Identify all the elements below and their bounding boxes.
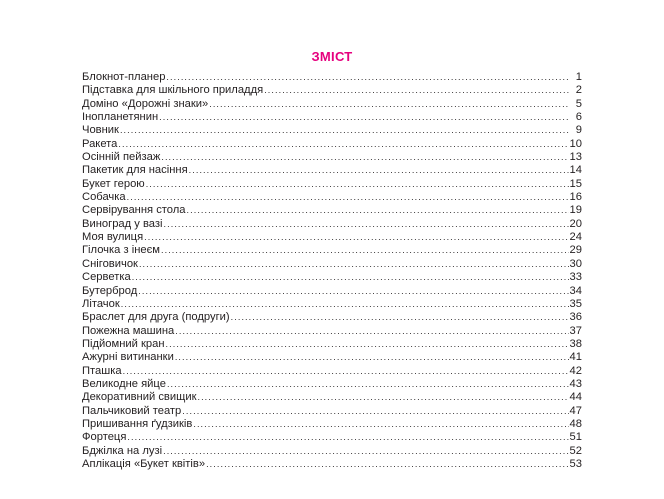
toc-entry-leader: [206, 458, 568, 471]
toc-entry-title: Літачок: [82, 297, 120, 310]
toc-entry: [82, 351, 582, 364]
toc-entry-page-number: 29: [569, 244, 582, 257]
toc-entry-title: Браслет для друга (подруги): [82, 311, 230, 324]
toc-entry-page-number: 33: [569, 271, 582, 284]
toc-entry-title: Великодне яйце: [82, 377, 166, 390]
toc-entry-page-number: 5: [575, 97, 582, 110]
toc-entry-leader: [138, 285, 568, 298]
toc-entry: [82, 338, 582, 351]
toc-entry-leader: [118, 138, 568, 151]
toc-entry: [82, 138, 582, 151]
toc-entry-leader: [193, 418, 568, 431]
toc-entry-page-number: 2: [575, 84, 582, 97]
toc-entry: [82, 431, 582, 444]
toc-entry-page-number: 35: [569, 297, 582, 310]
toc-entry-title: Пожежна машина: [82, 324, 175, 337]
toc-entry-title: Фортеця: [82, 431, 127, 444]
toc-entry-page-number: 42: [569, 364, 582, 377]
toc-entry-title: Підйомний кран: [82, 337, 165, 350]
toc-entry: [82, 445, 582, 458]
toc-entry: [82, 458, 582, 471]
toc-entry-page-number: 16: [569, 191, 582, 204]
toc-entry-page-number: 19: [569, 204, 582, 217]
toc-entry-leader: [120, 124, 569, 137]
toc-entry: [82, 231, 582, 244]
toc-entry-leader: [159, 111, 569, 124]
toc-entry-page-number: 15: [569, 177, 582, 190]
toc-entry-title: Осінній пейзаж: [82, 151, 161, 164]
toc-entry-page-number: 36: [569, 311, 582, 324]
toc-entry-title: Ракета: [82, 137, 118, 150]
toc-entry-title: Бджілка на лузі: [82, 444, 163, 457]
toc-entry-title: Блокнот-планер: [82, 71, 166, 83]
toc-entry-title: Моя вулиця: [82, 231, 144, 244]
toc-entry: [82, 111, 582, 124]
toc-entry-leader: [166, 71, 569, 84]
toc-entry: [82, 405, 582, 418]
toc-entry-page-number: 37: [569, 324, 582, 337]
toc-entry: [82, 98, 582, 111]
toc-entry: [82, 244, 582, 257]
toc-entry-leader: [146, 178, 569, 191]
toc-entry-title: Ажурні витинанки: [82, 351, 174, 364]
toc-entry-leader: [175, 325, 568, 338]
toc-entry-page-number: 34: [569, 284, 582, 297]
toc-entry-leader: [264, 84, 569, 97]
toc-entry-page-number: 30: [569, 257, 582, 270]
toc-entry-leader: [167, 378, 569, 391]
toc-entry: [82, 311, 582, 324]
toc-entry-title: Сервірування стола: [82, 204, 186, 217]
toc-entry-title: Собачка: [82, 191, 126, 204]
toc-entry: [82, 378, 582, 391]
toc-entry-leader: [182, 405, 568, 418]
toc-entry-page-number: 44: [569, 391, 582, 404]
toc-entry-page-number: 10: [569, 137, 582, 150]
toc-entry-page-number: 6: [575, 111, 582, 124]
toc-entry-leader: [231, 311, 569, 324]
toc-entry-title: Доміно «Дорожні знаки»: [82, 97, 209, 110]
toc-entry: [82, 298, 582, 311]
toc-entry-title: Бутерброд: [82, 284, 138, 297]
toc-entry-title: Аплікація «Букет квітів»: [82, 457, 206, 470]
toc-entry-page-number: 41: [569, 351, 582, 364]
toc-entry: [82, 178, 582, 191]
page-title: ЗМІСТ: [311, 49, 353, 64]
toc-entry-leader: [132, 271, 569, 284]
toc-entry-title: Пакетик для насіння: [82, 164, 188, 177]
toc-entry-leader: [161, 244, 569, 257]
toc-entry-title: Гілочка з інеєм: [82, 244, 160, 257]
toc-entry-leader: [187, 204, 569, 217]
toc-entry-page-number: 43: [569, 377, 582, 390]
toc-entry: [82, 365, 582, 378]
toc-entry: [82, 271, 582, 284]
toc-entry-page-number: 13: [569, 151, 582, 164]
toc-entry: [82, 191, 582, 204]
toc-entry-leader: [197, 391, 568, 404]
toc-entry: [82, 151, 582, 164]
toc-entry-page-number: 47: [569, 404, 582, 417]
toc-entry-title: Підставка для шкільного приладдя: [82, 84, 264, 97]
toc-entry-leader: [139, 258, 569, 271]
toc-entry-page-number: 53: [569, 457, 582, 470]
toc-entry-title: Сніговичок: [82, 257, 138, 270]
toc-entry: [82, 285, 582, 298]
toc-entry-title: Пальчиковий театр: [82, 404, 182, 417]
toc-entry-page-number: 24: [569, 231, 582, 244]
toc-entry: [82, 84, 582, 97]
toc-entry-leader: [121, 298, 569, 311]
toc-entry: [82, 391, 582, 404]
toc-entry-page-number: 51: [569, 431, 582, 444]
toc-entry-leader: [161, 151, 568, 164]
toc-entry-title: Човник: [82, 124, 119, 137]
toc-entry-page-number: 38: [569, 337, 582, 350]
toc-entry: [82, 258, 582, 271]
toc-entry-title: Серветка: [82, 271, 131, 284]
toc-entry-leader: [209, 98, 569, 111]
toc-entry-page-number: 14: [569, 164, 582, 177]
toc-entry: [82, 164, 582, 177]
toc-entry: [82, 418, 582, 431]
toc-entry-page-number: 48: [569, 417, 582, 430]
toc-entry-title: Виноград у вазі: [82, 217, 163, 230]
toc-entry-title: Декоративний свищик: [82, 391, 197, 404]
toc-entry-title: Пташка: [82, 364, 122, 377]
toc-entry: [82, 325, 582, 338]
toc-entry-leader: [127, 191, 569, 204]
toc-entry-page-number: 52: [569, 444, 582, 457]
toc-entry-page-number: 9: [575, 124, 582, 137]
toc-entry-title: Інопланетянин: [82, 111, 159, 124]
toc-entry-leader: [123, 365, 569, 378]
toc-entry-page-number: 1: [575, 71, 582, 83]
toc-entry-title: Пришивання ґудзиків: [82, 417, 193, 430]
toc-entry-leader: [164, 218, 569, 231]
toc-entry-leader: [144, 231, 568, 244]
toc-entry-leader: [189, 164, 569, 177]
toc-entry-leader: [175, 351, 569, 364]
table-of-contents: [82, 71, 582, 471]
toc-entry-leader: [163, 445, 568, 458]
toc-entry: [82, 71, 582, 84]
toc-entry-leader: [127, 431, 568, 444]
toc-entry-page-number: 20: [569, 217, 582, 230]
toc-entry: [82, 124, 582, 137]
toc-entry: [82, 204, 582, 217]
toc-entry-leader: [166, 338, 569, 351]
toc-entry-title: Букет герою: [82, 177, 145, 190]
toc-entry: [82, 218, 582, 231]
